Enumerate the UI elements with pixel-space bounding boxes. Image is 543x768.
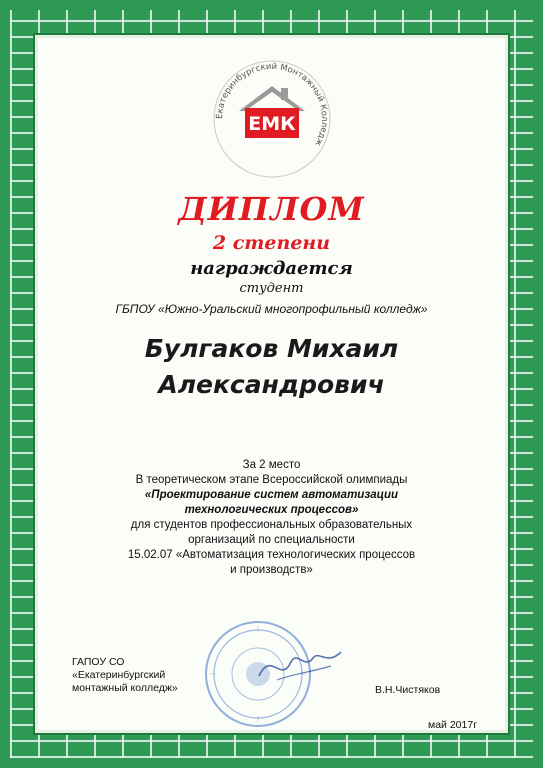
issuer-line2: «Екатеринбургский	[72, 669, 166, 681]
signer-name: В.Н.Чистяков	[375, 684, 441, 696]
svg-text:ЕМК: ЕМК	[248, 113, 296, 135]
olympiad-title-line2: технологических процессов»	[184, 504, 359, 516]
diploma-title: ДИПЛОМ	[178, 190, 365, 228]
specialty-line2: и производств»	[230, 564, 313, 576]
svg-text:Екатеринбургский Монтажный Кол: Екатеринбургский Монтажный Колледж	[214, 61, 330, 148]
stage-text: В теоретическом этапе Всероссийской олимпиады	[135, 474, 408, 486]
issue-date: май 2017г	[428, 719, 478, 731]
student-label: студент	[239, 281, 304, 296]
olympiad-title-line1: «Проектирование систем автоматизации	[144, 489, 399, 501]
recipient-name-line2: Александрович	[158, 370, 385, 399]
awarded-label: награждается	[190, 258, 353, 279]
for-text-line1: для студентов профессиональных образовательных	[130, 519, 413, 531]
for-text-line2: организаций по специальности	[188, 534, 355, 546]
specialty-line1: 15.02.07 «Автоматизация технологических процессов	[127, 549, 416, 561]
issuer-block	[72, 656, 212, 695]
signature	[255, 640, 345, 690]
issuer-line1: ГАПОУ СО	[72, 656, 125, 668]
issuer-line3: монтажный колледж»	[72, 682, 178, 694]
recipient-name-line1: Булгаков Михаил	[144, 334, 399, 363]
diploma-degree: 2 степени	[212, 232, 331, 254]
college-logo	[209, 56, 335, 182]
place-text: За 2 место	[242, 459, 301, 471]
organization-name: ГБПОУ «Южно-Уральский многопрофильный колледж»	[115, 302, 428, 316]
